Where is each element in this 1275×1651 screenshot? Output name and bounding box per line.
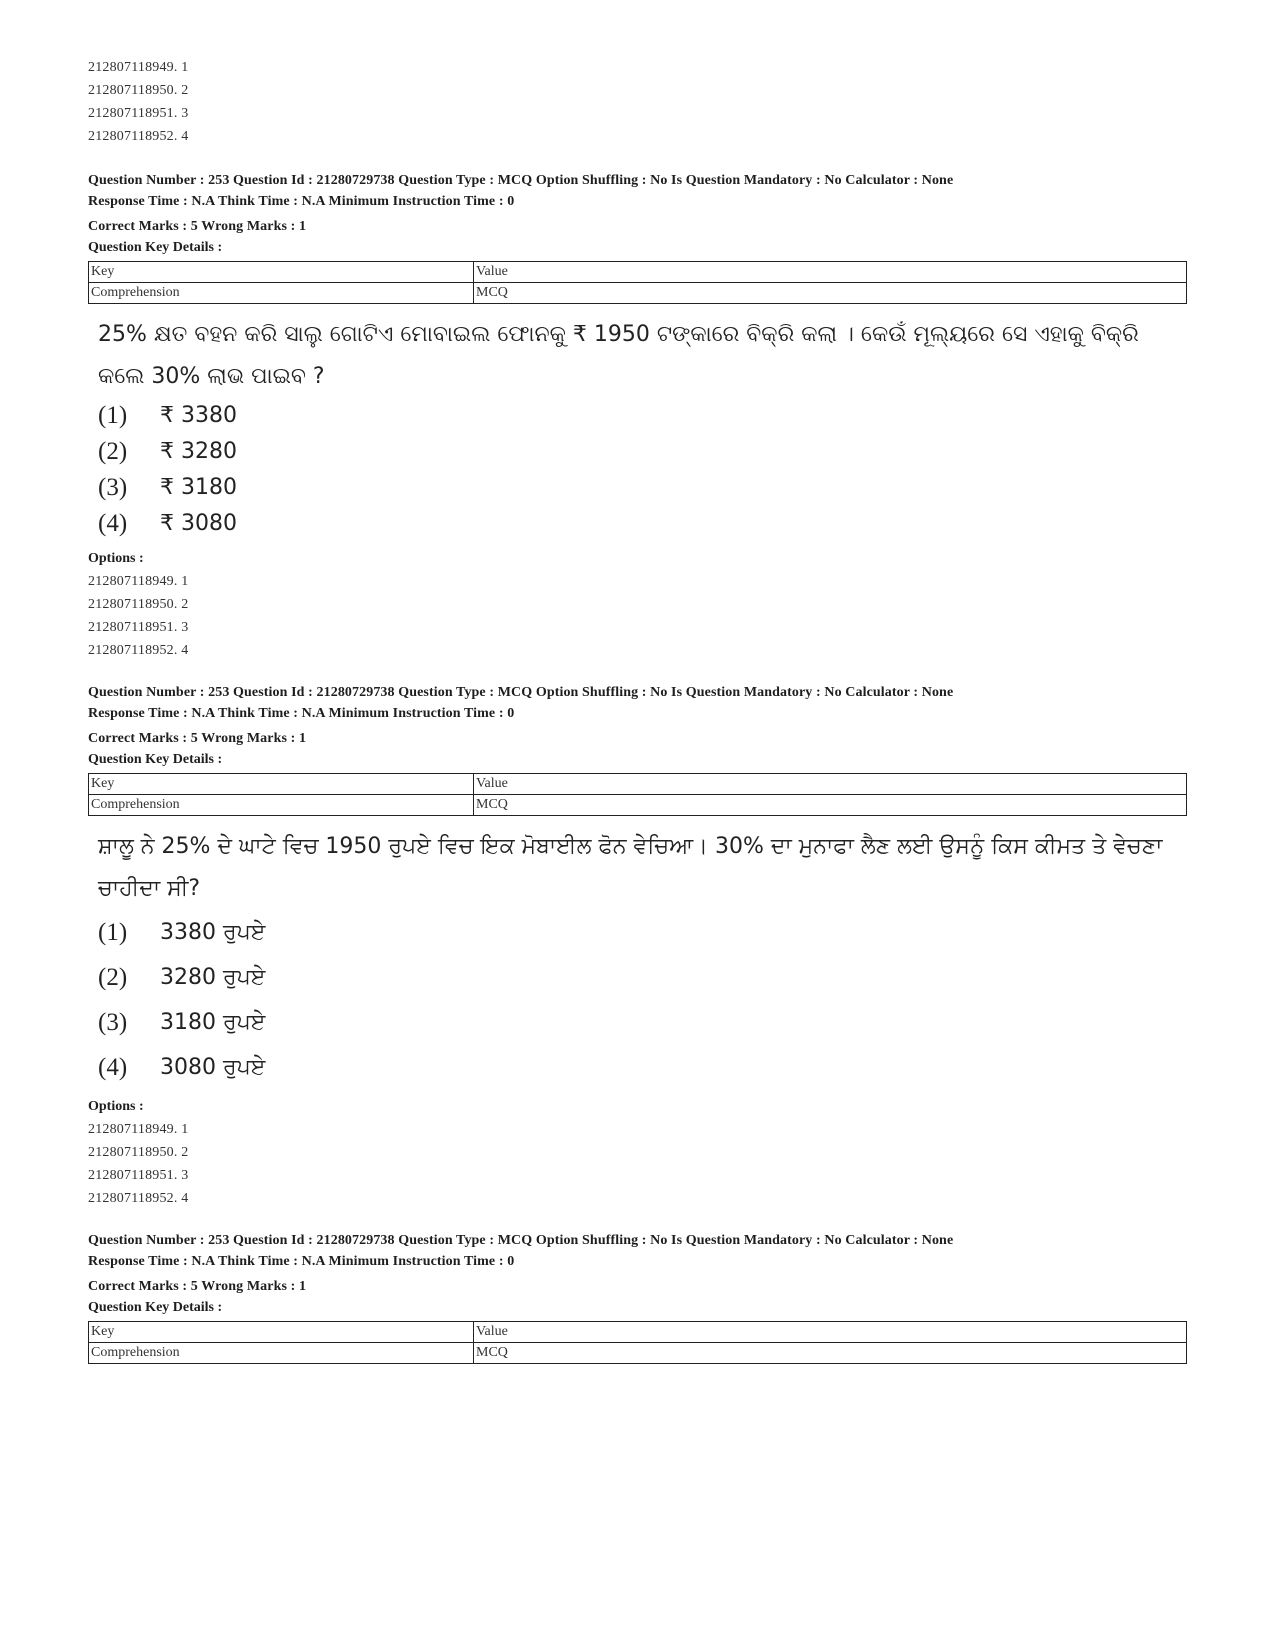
table-cell-key: Comprehension xyxy=(89,283,474,304)
choice-value: 3080 ਰੁਪਏ xyxy=(160,1055,266,1080)
choice-number: (4) xyxy=(98,510,128,537)
answer-choice xyxy=(98,955,1188,1000)
answer-choices xyxy=(88,910,1188,1090)
table-header-key: Key xyxy=(89,262,474,283)
choice-value: ₹ 3080 xyxy=(160,511,237,536)
table-row xyxy=(89,283,1187,304)
choice-value: ₹ 3280 xyxy=(160,439,237,464)
top-options-list xyxy=(88,56,1188,148)
key-details-table xyxy=(88,1321,1187,1364)
answer-choices xyxy=(88,398,1188,542)
question-meta-line: Question Number : 253 Question Id : 21280729738 Question Type : MCQ Option Shuffling : No Is Question Mandatory : No Calculator : None xyxy=(88,173,954,188)
table-header-key: Key xyxy=(89,1322,474,1343)
options-list xyxy=(88,570,1188,662)
question-meta-timing: Response Time : N.A Think Time : N.A Minimum Instruction Time : 0 xyxy=(88,1254,515,1269)
question-text: ਸ਼ਾਲੂ ਨੇ 25% ਦੇ ਘਾਟੇ ਵਿਚ 1950 ਰੁਪਏ ਵਿਚ ਇਕ ਮੋਬਾਈਲ ਫੋਨ ਵੇਚਿਆ। 30% ਦਾ ਮੁਨਾਫਾ ਲੈਣ ਲਈ ਉਸਨੂੰ ਕਿਸ ਕੀਮਤ ਤੇ ਵੇਚਣਾ ਚਾਹੀਦਾ ਸੀ? xyxy=(98,834,1163,901)
option-id: 212807118951. 3 xyxy=(88,620,189,635)
table-row xyxy=(89,1322,1187,1343)
choice-number: (4) xyxy=(98,1054,128,1081)
option-id: 212807118951. 3 xyxy=(88,106,189,121)
document-page xyxy=(88,56,1188,1364)
choice-number: (1) xyxy=(98,402,128,429)
question-block-punjabi xyxy=(88,682,1188,1210)
question-meta-line: Question Number : 253 Question Id : 21280729738 Question Type : MCQ Option Shuffling : No Is Question Mandatory : No Calculator : None xyxy=(88,1233,954,1248)
question-marks: Correct Marks : 5 Wrong Marks : 1 xyxy=(88,1279,307,1294)
key-details-label: Question Key Details : xyxy=(88,240,223,255)
answer-choice xyxy=(98,1000,1188,1045)
options-label: Options : xyxy=(88,551,144,566)
table-header-value: Value xyxy=(474,262,1187,283)
choice-value: 3180 ਰੁਪਏ xyxy=(160,1010,266,1035)
choice-value: 3380 ਰੁਪਏ xyxy=(160,920,266,945)
choice-number: (1) xyxy=(98,919,128,946)
table-header-key: Key xyxy=(89,774,474,795)
option-id: 212807118950. 2 xyxy=(88,83,189,98)
table-cell-value: MCQ xyxy=(474,283,1187,304)
question-meta-timing: Response Time : N.A Think Time : N.A Minimum Instruction Time : 0 xyxy=(88,706,515,721)
question-block-next xyxy=(88,1230,1188,1364)
options-label: Options : xyxy=(88,1099,144,1114)
key-details-label: Question Key Details : xyxy=(88,1300,223,1315)
option-id: 212807118951. 3 xyxy=(88,1168,189,1183)
table-cell-key: Comprehension xyxy=(89,1343,474,1364)
option-id: 212807118950. 2 xyxy=(88,597,189,612)
table-row xyxy=(89,795,1187,816)
options-list xyxy=(88,1118,1188,1210)
question-meta-timing: Response Time : N.A Think Time : N.A Minimum Instruction Time : 0 xyxy=(88,194,515,209)
question-marks: Correct Marks : 5 Wrong Marks : 1 xyxy=(88,219,307,234)
table-cell-value: MCQ xyxy=(474,795,1187,816)
table-row xyxy=(89,262,1187,283)
choice-number: (3) xyxy=(98,1009,128,1036)
option-id: 212807118949. 1 xyxy=(88,574,189,589)
choice-number: (2) xyxy=(98,964,128,991)
option-id: 212807118952. 4 xyxy=(88,129,189,144)
choice-number: (2) xyxy=(98,438,128,465)
key-details-table xyxy=(88,261,1187,304)
choice-value: 3280 ਰੁਪਏ xyxy=(160,965,266,990)
option-id: 212807118949. 1 xyxy=(88,60,189,75)
question-meta-line: Question Number : 253 Question Id : 21280729738 Question Type : MCQ Option Shuffling : No Is Question Mandatory : No Calculator : None xyxy=(88,685,954,700)
answer-choice xyxy=(98,434,1188,470)
answer-choice xyxy=(98,910,1188,955)
key-details-label: Question Key Details : xyxy=(88,752,223,767)
answer-choice xyxy=(98,398,1188,434)
answer-choice xyxy=(98,1045,1188,1090)
table-header-value: Value xyxy=(474,774,1187,795)
option-id: 212807118952. 4 xyxy=(88,1191,189,1206)
option-id: 212807118952. 4 xyxy=(88,643,189,658)
table-cell-value: MCQ xyxy=(474,1343,1187,1364)
key-details-table xyxy=(88,773,1187,816)
table-header-value: Value xyxy=(474,1322,1187,1343)
answer-choice xyxy=(98,506,1188,542)
option-id: 212807118950. 2 xyxy=(88,1145,189,1160)
choice-value: ₹ 3180 xyxy=(160,475,237,500)
question-block-odia xyxy=(88,170,1188,662)
table-row xyxy=(89,1343,1187,1364)
question-text: 25% କ୍ଷତ ବହନ କରି ସାଲୁ ଗୋଟିଏ ମୋବାଇଲ ଫୋନକୁ ₹ 1950 ଟଙ୍କାରେ ବିକ୍ରି କଲା । କେଉଁ ମୂଲ୍ୟରେ ସେ ଏହାକୁ ବିକ୍ରି କଲେ 30% ଲାଭ ପାଇବ ? xyxy=(98,322,1139,389)
choice-number: (3) xyxy=(98,474,128,501)
choice-value: ₹ 3380 xyxy=(160,403,237,428)
table-cell-key: Comprehension xyxy=(89,795,474,816)
table-row xyxy=(89,774,1187,795)
answer-choice xyxy=(98,470,1188,506)
question-marks: Correct Marks : 5 Wrong Marks : 1 xyxy=(88,731,307,746)
option-id: 212807118949. 1 xyxy=(88,1122,189,1137)
